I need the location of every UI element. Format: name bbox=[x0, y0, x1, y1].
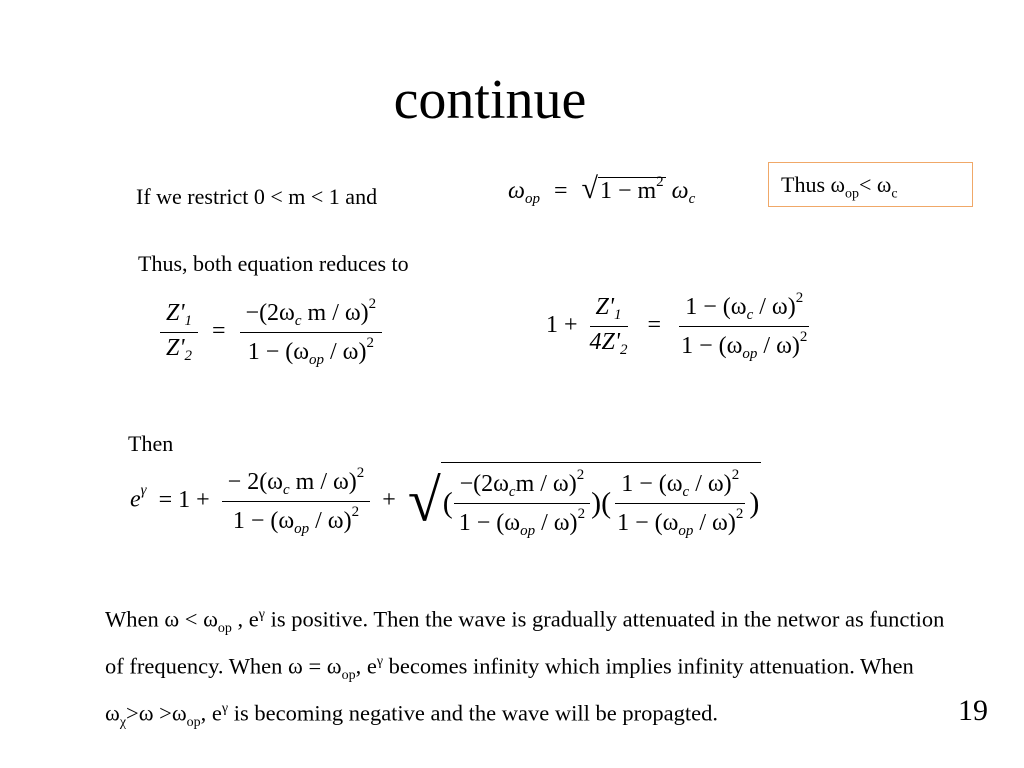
equation-impedance-ratio: $\frac{Z'_1}{Z'_2}$ = $\frac{-(2\omega_c m / \omega)^2}{1 - (\omega_{op} / \omega)^2}$ bbox=[160, 296, 382, 369]
restrict-text: If we restrict 0 < m < 1 and bbox=[136, 184, 378, 209]
slide-title: continue bbox=[393, 69, 587, 131]
equation-one-plus: 1 + $\frac{Z'_1}{4Z'_2}$ = $\frac{1 - (\omega_c / \omega)^2}{1 - (\omega_{op} / \omega)^2}$ bbox=[546, 290, 808, 362]
explanation-paragraph: When $\omega < \omega_{op}$ , $e^\gamma$ is positive. Then the wave is gradually attenuated in the networ as function of frequency. When $\omega = \omega_{op}$, $e^\gamma$ becomes infinity which implies infinity attenuation. When $\omega_\chi>\omega >\omega_{op}$, $e^\gamma$ is becoming negative and the wave will be propagted. bbox=[105, 606, 945, 730]
thus-callout-box: Thus $\omega_{op}< \omega_c$ bbox=[768, 162, 973, 207]
equation-e-gamma: $e^\gamma = 1$ + $\frac{- 2(\omega_c m / \omega)^2}{1 - (\omega_{op} / \omega)^2}$ + √( $\frac{-(2\omega_cm / \omega)^2}{1 - (\omega_{op} / \omega)^2}$ )( $\frac{1 - (\omega_c / \omega)^2}{1 - (\omega_{op} / \omega)^2}$ ) bbox=[130, 462, 761, 540]
reduces-text: Thus, both equation reduces to bbox=[138, 251, 409, 276]
omega-op-formula: $\omega_{op} = √1 - m^2$ $\omega_c$ bbox=[508, 172, 696, 207]
then-label: Then bbox=[128, 431, 174, 456]
sqrt-icon: √ bbox=[407, 467, 441, 534]
page-number: 19 bbox=[958, 694, 988, 727]
sqrt-icon: √ bbox=[581, 172, 598, 205]
